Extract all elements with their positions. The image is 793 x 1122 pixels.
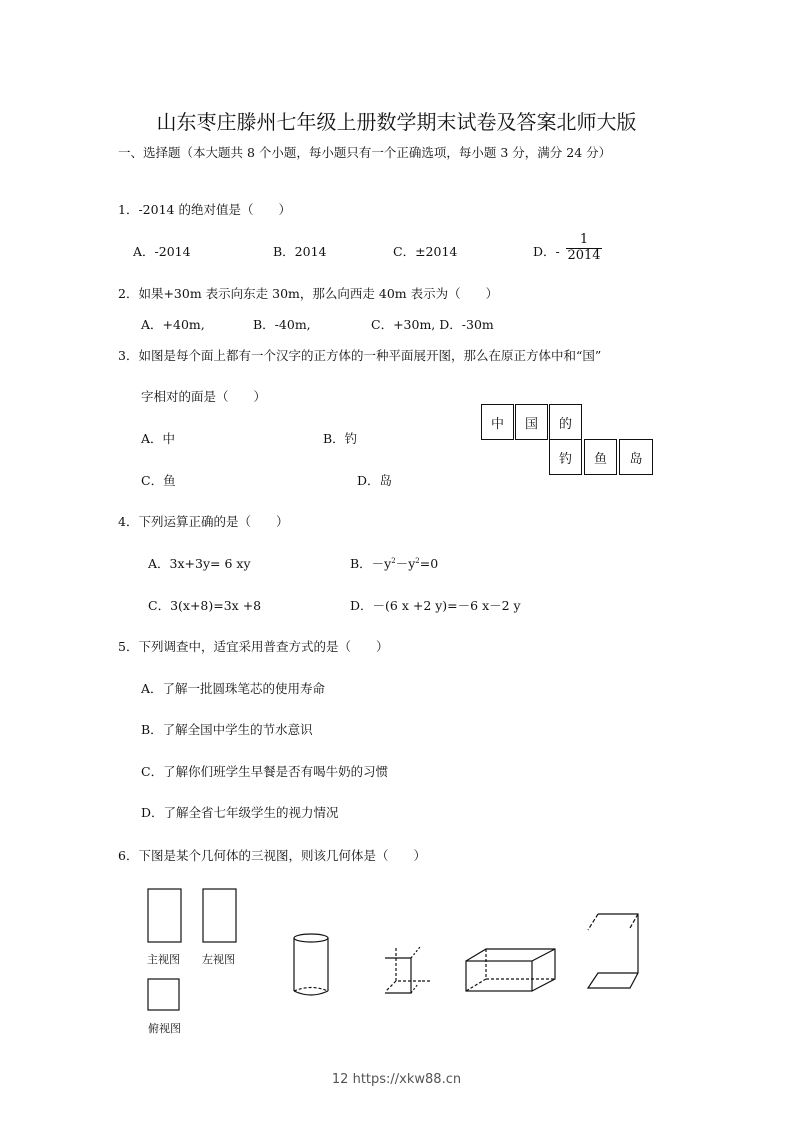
left-view-label: 左视图 bbox=[202, 953, 235, 966]
net-cell: 中 bbox=[481, 404, 514, 440]
q2-option-a: A．+40m, bbox=[141, 317, 205, 332]
q1-option-b: B．2014 bbox=[273, 244, 327, 259]
q3-option-b: B．钓 bbox=[323, 431, 358, 446]
front-view-rect bbox=[148, 889, 181, 942]
net-cell: 的 bbox=[549, 404, 582, 440]
q3-option-a: A．中 bbox=[141, 431, 176, 446]
net-cell: 鱼 bbox=[584, 439, 617, 475]
top-view-square bbox=[148, 979, 179, 1010]
q4-option-a: A．3x+3y= 6 xy bbox=[148, 556, 251, 571]
exponent: 2 bbox=[391, 557, 396, 565]
q3-stem: 3．如图是每个面上都有一个汉字的正方体的一种平面展开图，那么在原正方体中和“国” bbox=[118, 348, 602, 363]
footer-page-url: 12 https://xkw88.cn bbox=[331, 1072, 462, 1087]
q3-option-d: D．岛 bbox=[357, 473, 393, 488]
front-view-label: 主视图 bbox=[147, 953, 180, 966]
b-pre: B．－y bbox=[350, 556, 392, 572]
q1-option-c: C．±2014 bbox=[393, 244, 458, 259]
q4-stem: 4．下列运算正确的是（ ） bbox=[118, 514, 289, 529]
q1-stem: 1．-2014 的绝对值是（ ） bbox=[118, 202, 291, 217]
net-cell: 岛 bbox=[619, 439, 653, 475]
cube-frame-figure bbox=[385, 947, 431, 993]
q2-stem: 2．如果+30m 表示向东走 30m，那么向西走 40m 表示为（ ） bbox=[118, 286, 499, 301]
q5-stem: 5．下列调查中，适宜采用普查方式的是（ ） bbox=[118, 639, 389, 654]
numerator: 1 bbox=[566, 233, 602, 249]
net-cell: 钓 bbox=[549, 439, 582, 475]
page-title: 山东枣庄滕州七年级上册数学期末试卷及答案北师大版 bbox=[156, 110, 637, 134]
exponent: 2 bbox=[415, 557, 420, 565]
cylinder-figure bbox=[294, 934, 328, 995]
q5-option-b: B．了解全国中学生的节水意识 bbox=[141, 722, 313, 737]
q3-option-c: C．鱼 bbox=[141, 473, 176, 488]
prism-figure bbox=[588, 914, 638, 988]
section-heading: 一、选择题（本大题共 8 个小题，每小题只有一个正确选项，每小题 3 分，满分 24 分） bbox=[118, 145, 612, 160]
top-view-label: 俯视图 bbox=[148, 1022, 181, 1035]
b-mid: －y bbox=[395, 556, 416, 572]
net-cell: 国 bbox=[515, 404, 548, 440]
cuboid-figure bbox=[466, 949, 555, 991]
denominator: 2014 bbox=[567, 248, 601, 264]
q5-option-a: A．了解一批圆珠笔芯的使用寿命 bbox=[141, 681, 326, 696]
q2-option-b: B．-40m, bbox=[253, 317, 311, 332]
q5-option-c: C．了解你们班学生早餐是否有喝牛奶的习惯 bbox=[141, 764, 389, 779]
q6-stem: 6．下图是某个几何体的三视图，则该几何体是（ ） bbox=[118, 848, 426, 863]
q1-option-d: D．- bbox=[533, 244, 560, 259]
q2-option-cd: C．+30m, D．-30m bbox=[371, 317, 494, 332]
q1-option-a: A．-2014 bbox=[133, 244, 191, 259]
b-post: =0 bbox=[419, 556, 439, 572]
q4-option-d: D．－(6 x +2 y)=－6 x－2 y bbox=[350, 598, 521, 613]
q5-option-d: D．了解全省七年级学生的视力情况 bbox=[141, 805, 339, 820]
left-view-rect bbox=[203, 889, 236, 942]
q3-stem-cont: 字相对的面是（ ） bbox=[141, 389, 267, 404]
q4-option-c: C．3(x+8)=3x +8 bbox=[148, 598, 262, 613]
